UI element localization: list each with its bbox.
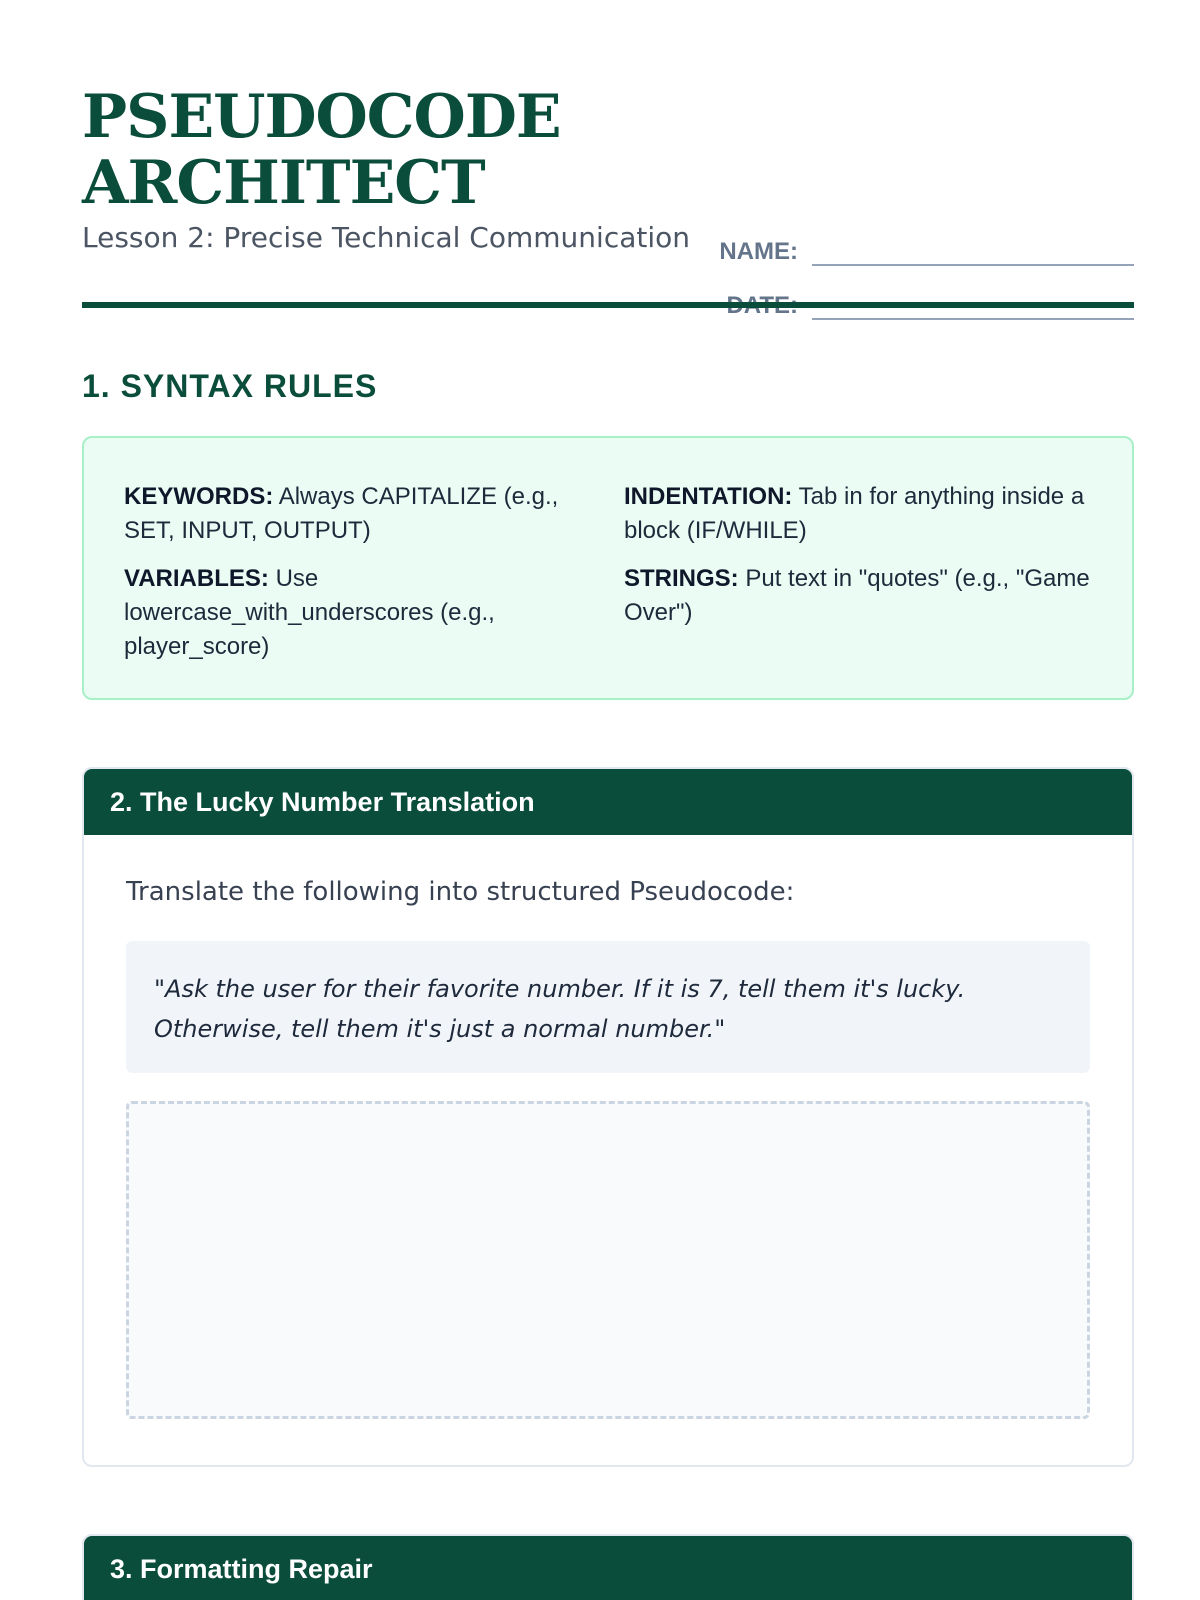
formatting-repair-card — [82, 1534, 1134, 1600]
rule-indentation — [624, 480, 1094, 548]
header-divider — [82, 302, 1134, 308]
pseudocode-answer-area[interactable] — [126, 1101, 1090, 1419]
rule-text: Put text in "quotes" (e.g., "Game Over") — [624, 565, 1090, 626]
rule-key: STRINGS: — [624, 565, 739, 592]
title-line-1: PSEUDOCODE — [82, 82, 561, 152]
lucky-number-card — [82, 767, 1134, 1467]
rule-key: KEYWORDS: — [124, 483, 274, 510]
rule-variables — [124, 562, 584, 664]
formatting-repair-heading: 3. Formatting Repair — [84, 1536, 1132, 1600]
rule-keywords — [124, 480, 584, 548]
rule-text: Always CAPITALIZE (e.g., SET, INPUT, OUTPUT) — [124, 483, 559, 544]
name-blank-line[interactable] — [812, 236, 1134, 266]
syntax-rules-heading: 1. SYNTAX RULES — [82, 368, 378, 404]
worksheet-header — [82, 84, 1134, 310]
rule-strings — [624, 562, 1094, 664]
translation-instructions: Translate the following into structured Pseudocode: — [126, 877, 795, 907]
lesson-subtitle: Lesson 2: Precise Technical Communication — [82, 221, 691, 254]
rule-text: Tab in for anything inside a block (IF/WHILE) — [624, 483, 1085, 544]
rule-text: Use lowercase_with_underscores (e.g., player_score) — [124, 565, 495, 660]
lucky-number-heading: 2. The Lucky Number Translation — [84, 769, 1132, 835]
rule-key: INDENTATION: — [624, 483, 793, 510]
syntax-rules-box — [82, 436, 1134, 700]
prompt-quote: "Ask the user for their favorite number. If it is 7, tell them it's lucky. Otherwise, tell them it's just a normal number." — [126, 941, 1090, 1073]
name-field — [719, 236, 1134, 266]
title-line-2: ARCHITECT — [82, 148, 485, 218]
rule-key: VARIABLES: — [124, 565, 269, 592]
name-label: NAME: — [719, 238, 798, 265]
worksheet-title — [82, 84, 602, 216]
rules-grid — [124, 480, 1092, 664]
